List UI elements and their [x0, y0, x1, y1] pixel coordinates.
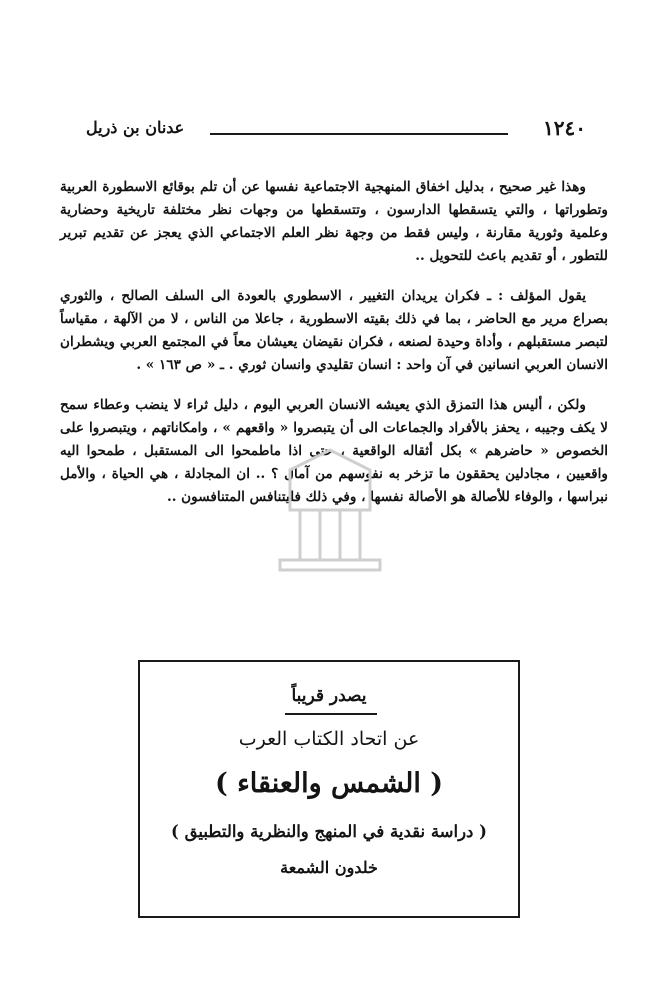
announcement-book-subtitle: ( دراسة نقدية في المنهج والنظرية والتطبيق ) [171, 822, 487, 841]
page-number: ١٢٤٠ [543, 116, 586, 140]
announcement-underline [285, 713, 377, 715]
paragraph-1: وهذا غير صحيح ، بدليل اخفاق المنهجية الاجتماعية نفسها عن أن تلم بوقائع الاسطورة العربية وتطوراتها ، والتي يتسقطها الدارسون ، وتتسقطها من وجهات نظر مختلفة تاريخية وحضارية وعلمية وثورية مقارنة ، وليس فقط من وجهة نظر العلم الاجتماعي الذي يعجز عن تقديم تبرير للتطور ، أو تقديم باعث للتحويل .. [60, 179, 608, 264]
announcement-book-title: ( الشمس والعنقاء ) [214, 768, 444, 799]
body-text [60, 176, 608, 526]
announcement-book-author: خلدون الشمعة [280, 858, 378, 877]
running-header [86, 116, 586, 146]
running-header-author: عدنان بن ذريل [86, 118, 185, 137]
paragraph-2: يقول المؤلف : ـ فكران يريدان التغيير ، الاسطوري بالعودة الى السلف الصالح ، والثوري بصراع مرير مع الحاضر ، بما في ذلك بقيته الاسطورية ، جاعلا من الناس ، لا من الآلهة ، مقياساً لتبصر مستقبلهم ، وأداة وحيدة لصنعه ، فكران نقيضان يعيشان معاً في المجتمع العربي ويشطران الانسان العربي انسانين في آن واحد : انسان تقليدي وانسان ثوري . ـ « ص ١٦٣ » . [60, 288, 608, 373]
header-rule [210, 133, 508, 135]
announcement-coming-soon: يصدر قريباً [291, 686, 367, 706]
book-announcement-box [138, 660, 520, 918]
paragraph-3: ولكن ، أليس هذا التمزق الذي يعيشه الانسان العربي اليوم ، دليل ثراء لا ينضب وعطاء سمح لا يكف وجيبه ، يحفز بالأفراد والجماعات الى أن يتبصروا « واقعهم » ، وامكاناتهم ، ويتبصروا على الخصوص « حاضرهم » بكل أثقاله الواقعية ، حتى اذا ماطمحوا الى المستقبل ، طمحوا اليه واقعيين ، مجادلين يحققون ما تزخر به نفوسهم من آمال ؟ .. ان المجادلة ، هي الحياة ، والأمل نبراسها ، والوفاء للأصالة هو الأصالة نفسها ، وفي ذلك فليتنافس المتنافسون .. [60, 397, 608, 505]
announcement-publisher: عن اتحاد الكتاب العرب [238, 728, 420, 750]
